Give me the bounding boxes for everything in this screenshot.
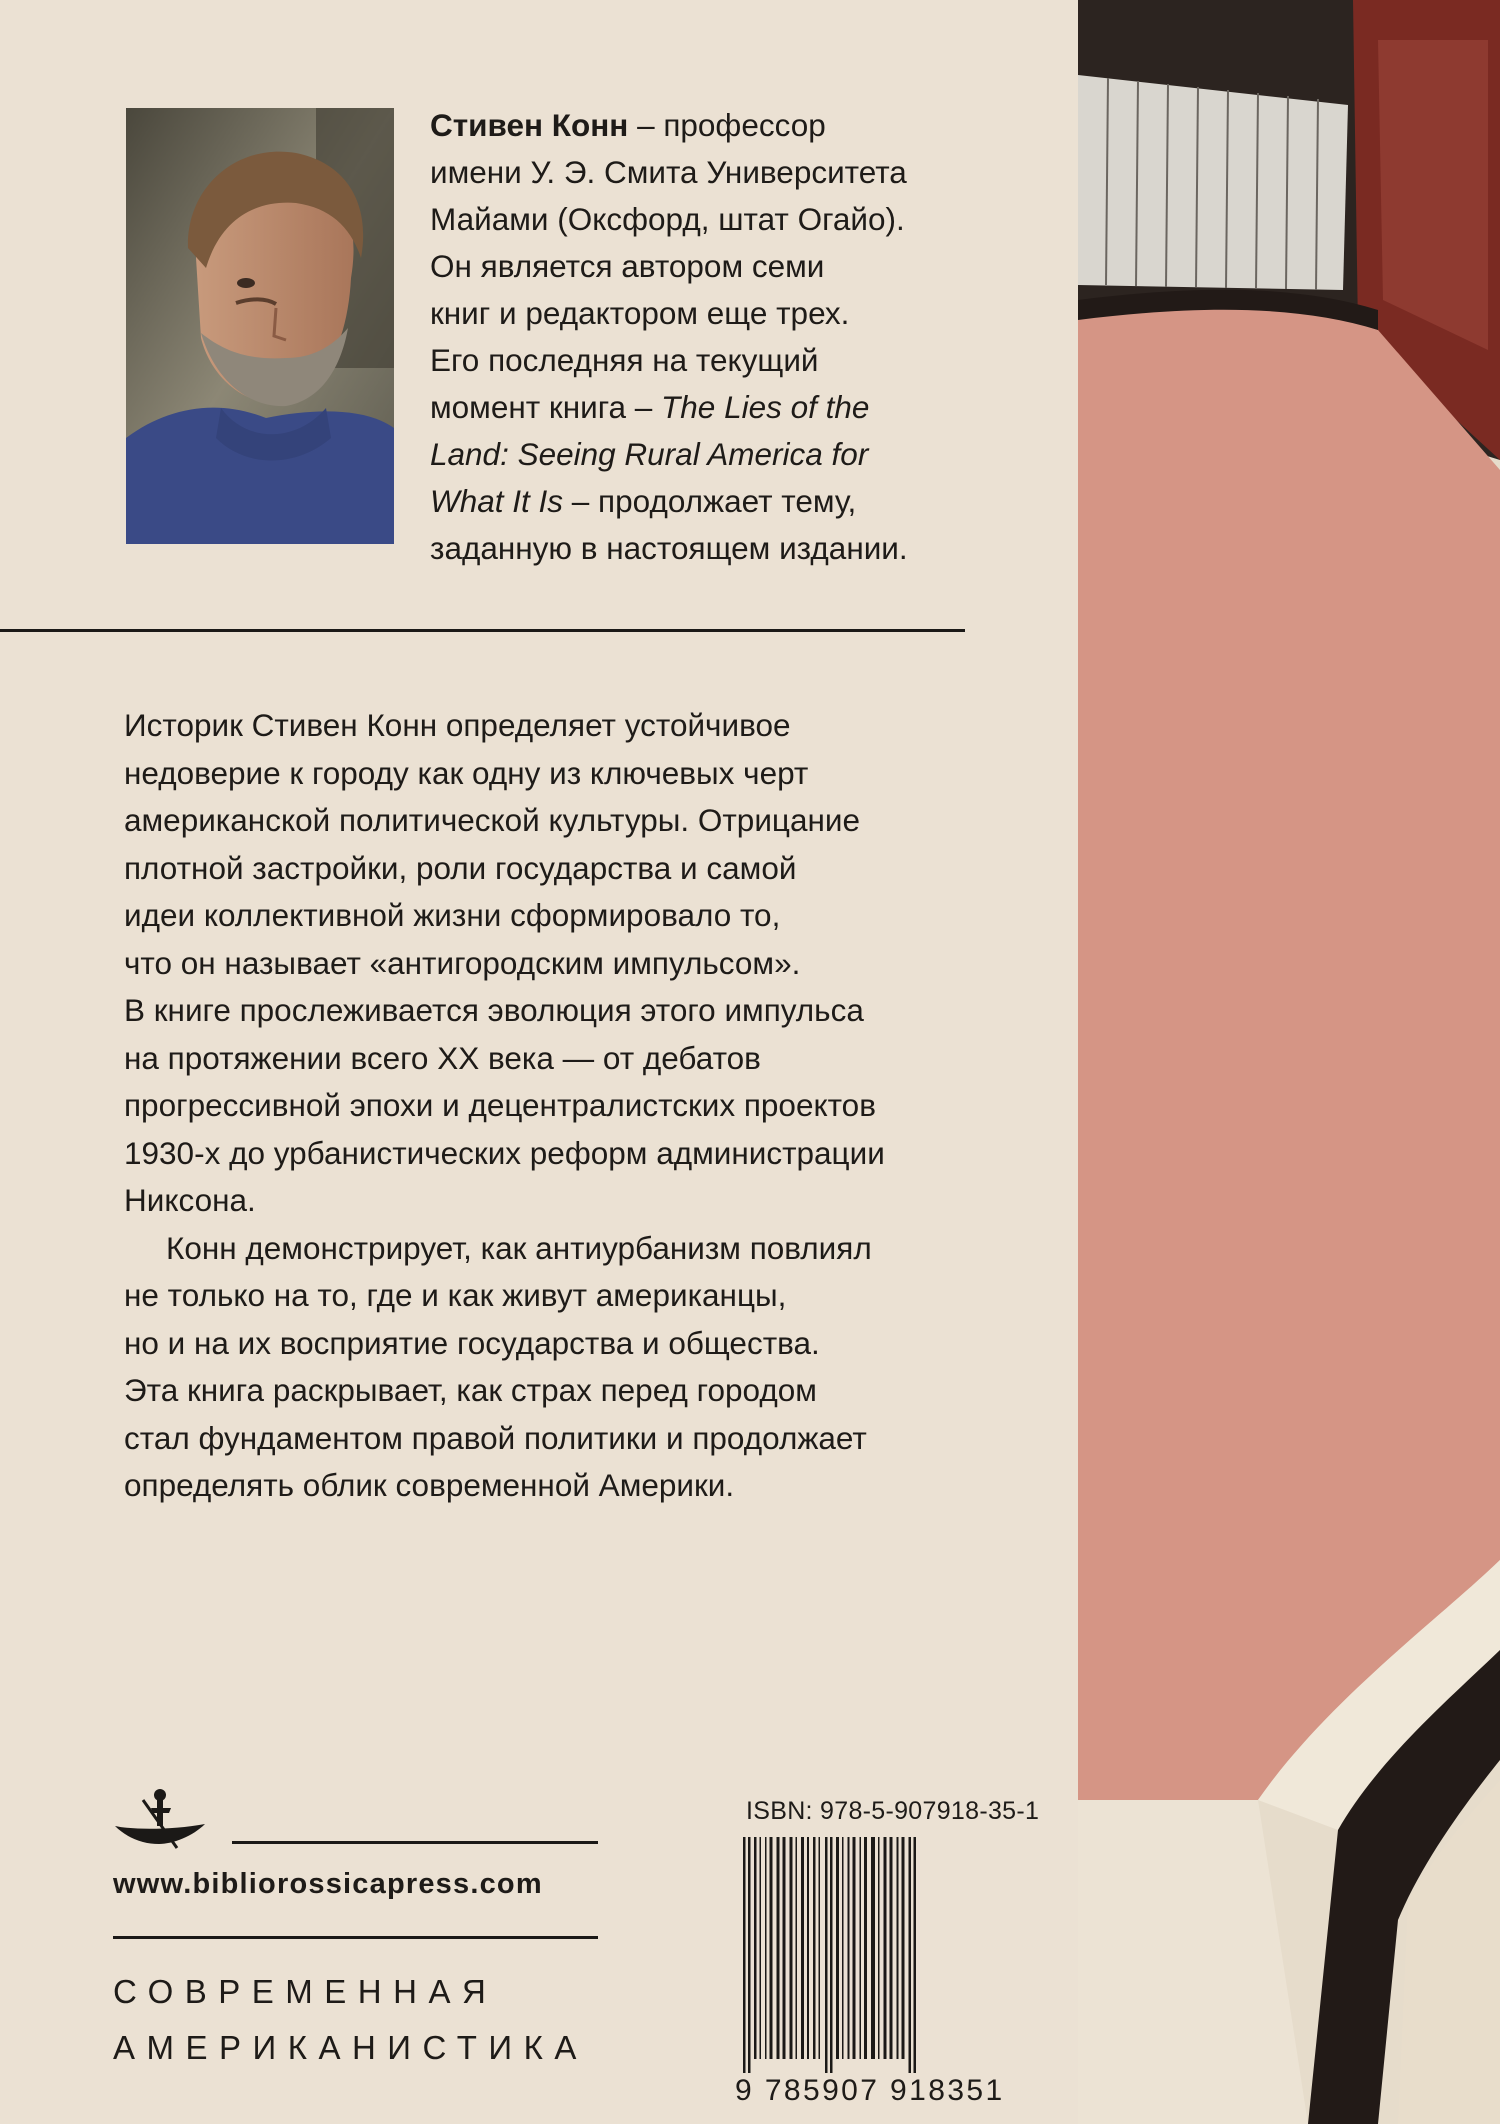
publisher-website[interactable]: www.bibliorossicapress.com [113, 1868, 543, 1900]
barcode-bar [836, 1837, 839, 2059]
description-line: на протяжении всего XX века — от дебатов [124, 1039, 761, 1076]
barcode-bar [748, 1837, 751, 2073]
description-line: но и на их восприятие государства и общества. [124, 1324, 820, 1361]
book-title-line: The Lies of the [661, 389, 870, 425]
barcode-bar [790, 1837, 793, 2059]
isbn-label: ISBN: 978-5-907918-35-1 [746, 1797, 1040, 1825]
description-line: Историк Стивен Конн определяет устойчивое [124, 707, 791, 743]
author-photo [126, 108, 394, 544]
description-line: определять облик современной Америки. [124, 1467, 735, 1503]
bio-line: имени У. Э. Смита Университета [430, 154, 907, 190]
description-line: идеи коллективной жизни сформировало то, [124, 897, 781, 933]
description-line: недоверие к городу как одну из ключевых черт [124, 754, 809, 791]
book-title-line: Land: Seeing Rural America for [430, 436, 869, 472]
barcode-bar [760, 1837, 762, 2059]
description-line: 1930-х до урбанистических реформ администрации [124, 1134, 885, 1171]
barcode-bar [754, 1837, 757, 2059]
cover-artwork [1078, 0, 1500, 2124]
barcode-bar [825, 1837, 828, 2073]
barcode-digits: 9 785907 918351 [735, 2074, 1005, 2107]
barcode-bar [864, 1837, 867, 2059]
description-line: не только на то, где и как живут американцы, [124, 1277, 787, 1313]
author-portrait-image [126, 108, 394, 544]
barcode-bar [878, 1837, 880, 2059]
book-title-line: What It Is [430, 483, 564, 519]
bio-line: момент книга – [430, 389, 662, 425]
description-line: что он называет «антигородским импульсом». [124, 944, 801, 981]
barcode-bar [871, 1837, 875, 2059]
barcode-bar [848, 1837, 850, 2059]
barcode-bar [860, 1837, 862, 2059]
barcode-bar [842, 1837, 844, 2059]
barcode-bar [783, 1837, 786, 2059]
author-name: Стивен Конн [430, 107, 629, 143]
barcode-bar [830, 1837, 833, 2073]
series-line: АМЕРИКАНИСТИКА [113, 2029, 588, 2066]
bio-line: Его последняя на текущий [430, 342, 819, 378]
barcode-bar [765, 1837, 767, 2059]
bio-line: заданную в настоящем издании. [430, 530, 908, 566]
section-divider [0, 629, 965, 632]
barcode-bars [735, 1837, 1051, 2073]
barcode-bar [796, 1837, 798, 2059]
bio-line: Он является автором семи [430, 248, 825, 284]
description-line: Конн демонстрирует, как антиурбанизм повлиял [166, 1229, 872, 1266]
description-line: плотной застройки, роли государства и самой [124, 849, 797, 886]
bio-line: книг и редактором еще трех. [430, 295, 850, 331]
boat-with-rower-icon [113, 1786, 207, 1852]
description-line: американской политической культуры. Отрицание [124, 802, 860, 838]
series-name [113, 1964, 713, 2076]
barcode-bar [777, 1837, 780, 2059]
book-description [124, 702, 1024, 1510]
barcode-bar [853, 1837, 856, 2059]
bio-line: Майами (Оксфорд, штат Огайо). [430, 201, 905, 237]
description-line: В книге прослеживается эволюция этого импульса [124, 992, 864, 1028]
barcode-bar [819, 1837, 821, 2059]
isbn-block [735, 1797, 1051, 2109]
series-line: СОВРЕМЕННАЯ [113, 1973, 498, 2010]
description-line: Эта книга раскрывает, как страх перед городом [124, 1372, 817, 1408]
barcode-bar [743, 1837, 746, 2073]
description-line: прогрессивной эпохи и децентралистских проектов [124, 1087, 876, 1123]
bio-line: – профессор [628, 107, 826, 143]
barcode-bar [909, 1837, 912, 2073]
barcode-bar [813, 1837, 816, 2059]
barcode-bar [914, 1837, 917, 2073]
cover-painting-image [1078, 0, 1500, 2124]
description-paragraph-1 [124, 702, 1024, 1225]
description-line: Никсона. [124, 1182, 256, 1218]
series-divider [113, 1936, 598, 1939]
barcode-bar [807, 1837, 809, 2059]
barcode-bar [902, 1837, 905, 2059]
description-line: стал фундаментом правой политики и продолжает [124, 1419, 867, 1456]
author-bio [430, 102, 1050, 572]
barcode-bar [884, 1837, 887, 2059]
barcode-bar [801, 1837, 804, 2059]
description-paragraph-2 [124, 1225, 1024, 1510]
barcode-bar [770, 1837, 773, 2059]
bio-line: – продолжает тему, [563, 483, 857, 519]
publisher-divider [232, 1841, 598, 1844]
barcode [735, 1837, 1051, 2073]
barcode-bar [897, 1837, 899, 2059]
barcode-bar [890, 1837, 893, 2059]
